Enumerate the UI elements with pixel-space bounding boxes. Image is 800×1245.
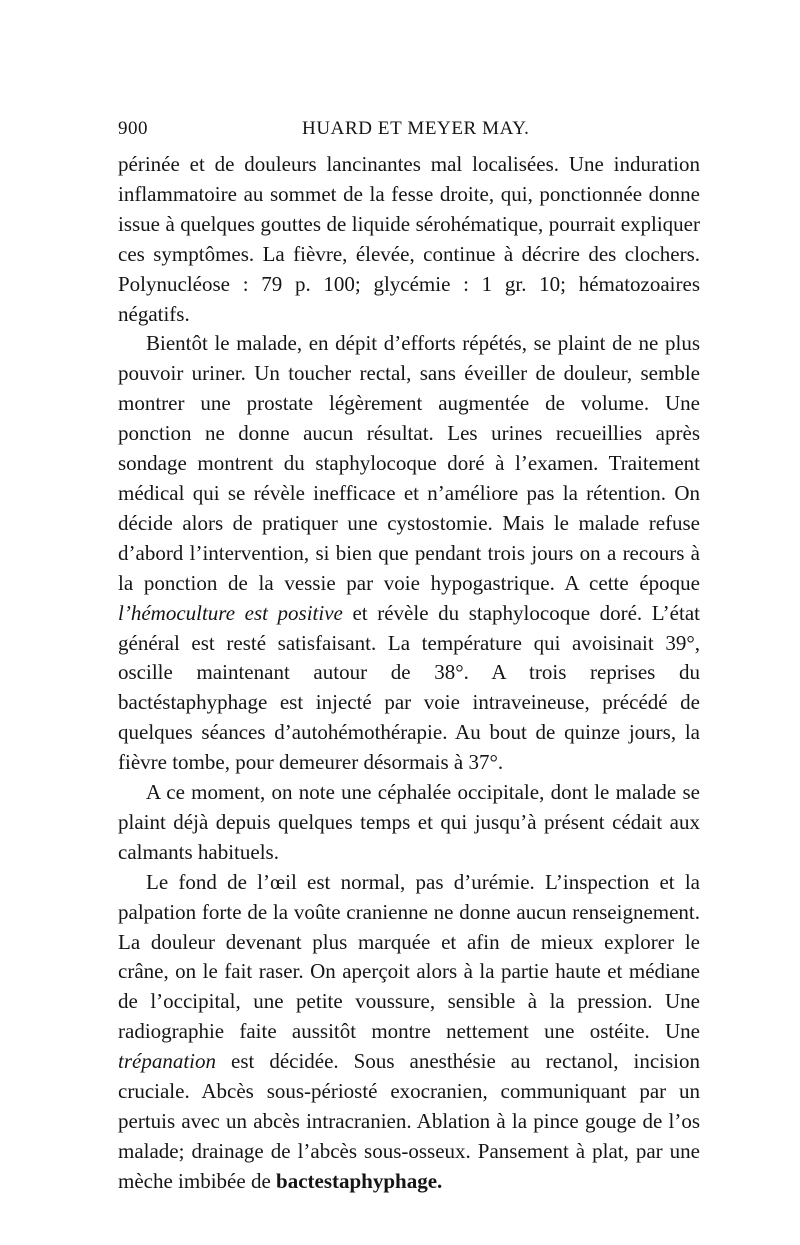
bactestaphyphage-term: bactestaphyphage. <box>276 1168 443 1193</box>
page-header <box>118 118 700 148</box>
paragraph-4-text-a: Le fond de l’œil est normal, pas d’urémie. L’inspection et la palpation forte de la voûte cranienne ne donne aucun renseignement. La douleur devenant plus marquée et afin de mieux explorer le crâne, on le fait raser. On aperçoit alors à la partie haute et médiane de l’occipital, une petite voussure, sensible à la pression. Une radiographie faite aussitôt montre nettement une ostéite. Une <box>118 869 700 1044</box>
paragraph-3 <box>118 778 700 868</box>
hemoculture-emphasis: l’hémoculture est positive <box>118 600 343 625</box>
paragraph-4 <box>118 868 700 1197</box>
paragraph-1 <box>118 150 700 329</box>
paragraph-2-text-a: Bientôt le malade, en dépit d’efforts répétés, se plaint de ne plus pouvoir uriner. Un toucher rectal, sans éveiller de douleur, semble montrer une prostate légèrement augmentée de volume. Une ponction ne donne aucun résultat. Les urines recueillies après sondage montrent du staphylocoque doré à l’examen. Traitement médical qui se révèle inefficace et n’améliore pas la rétention. On décide alors de pratiquer une cystostomie. Mais le malade refuse d’abord l’intervention, si bien que pendant trois jours on a recours à la ponction de la vessie par voie hypogastrique. A cette époque <box>118 331 700 595</box>
paragraph-4-text-b: est décidée. Sous anesthésie au rectanol, incision cruciale. Abcès sous-périosté exocranien, communiquant par un pertuis avec un abcès intracranien. Ablation à la pince gouge de l’os malade; drainage de l’abcès sous-osseux. Pansement à plat, par une mèche imbibée de <box>118 1049 700 1193</box>
trepanation-emphasis: trépanation <box>118 1049 216 1074</box>
paragraph-1-text: périnée et de douleurs lancinantes mal localisées. Une induration inflammatoire au sommet de la fesse droite, qui, ponctionnée donne issue à quelques gouttes de liquide sérohématique, pourrait expliquer ces symptômes. La fièvre, élevée, continue à décrire des clochers. Polynucléose : 79 p. 100; glycémie : 1 gr. 10; hématozoaires négatifs. <box>118 152 700 326</box>
running-head: HUARD ET MEYER MAY. <box>302 118 530 139</box>
paragraph-3-text: A ce moment, on note une céphalée occipitale, dont le malade se plaint déjà depuis quelques temps et qui jusqu’à présent cédait aux calmants habituels. <box>118 780 700 864</box>
paragraph-2 <box>118 329 700 778</box>
page-number: 900 <box>118 118 148 139</box>
body-text <box>118 150 700 1197</box>
paragraph-2-text-b: et révèle du staphylocoque doré. L’état général est resté satisfaisant. La température qui avoisinait 39°, oscille maintenant autour de 38°. A trois reprises du bactéstaphyphage est injecté par voie intraveineuse, précédé de quelques séances d’autohémothérapie. Au bout de quinze jours, la fièvre tombe, pour demeurer désormais à 37°. <box>118 600 700 775</box>
